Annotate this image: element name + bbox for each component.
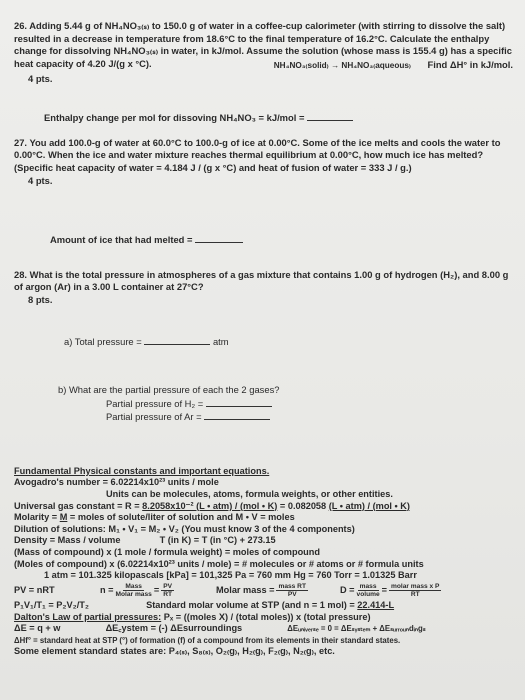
question-28-part-a (64, 335, 513, 349)
dalton-rest: Pₓ = ((moles X) / (total moles)) x (total pressure) (161, 611, 371, 622)
combined-gas-line (14, 600, 513, 612)
question-26-equation: NH₄NO₃₍solid₎ → NH₄NO₃₍aqueous₎ (273, 60, 411, 70)
density-fraction-1-num: mass (359, 582, 377, 590)
constants-heading: Fundamental Physical constants and important equations. (14, 465, 270, 476)
molarity-rest: = moles of solute/liter of solution and M • V = moles (67, 512, 295, 523)
question-26-text: 26. Adding 5.44 g of NH₄NO₃₍ₛ₎ to 150.0 g of water in a coffee-cup calorimeter (with stirring to dissolve the salt) resulted in a decrease in temperature from 18.6°C to the final temperature of 16.2°C. Calculate the enthalpy change for dissolving NH₄NO₃₍ₛ₎ in water, in kJ/mol. Assume the solution (whose mass is 155.4 g) has a specific heat capacity of 4.20 J/(g x °C). (14, 20, 512, 69)
stp-value: 22.414-L (357, 600, 395, 610)
question-27-answer-line (50, 233, 513, 247)
question-26-answer-label: Enthalpy change per mol for dissoving NH₄NO₃ = kJ/mol = (44, 112, 305, 124)
question-26-points: 4 pts. (28, 72, 53, 84)
delta-e-universe: ΔEᵤₙᵢᵥₑᵣₛₑ = 0 = ΔEₛᵧₛₜₑₘ + ΔEₛᵤᵣᵣₒᵤₙdᵢₙgₛ (287, 624, 426, 634)
question-27-answer-blank[interactable] (195, 233, 243, 243)
n-fraction-1-num: Mass (125, 582, 142, 590)
question-28-points: 8 pts. (28, 293, 53, 305)
combined-gas-law: P₁V₁/T₁ = P₂V₂/T₂ (14, 600, 89, 610)
n-fraction-1-den: Molar mass (115, 591, 152, 599)
gas-constant-value-2: (L • atm) / (mol • K) (328, 500, 410, 511)
question-26-answer-blank[interactable] (307, 111, 353, 121)
part-b-h2-line (58, 397, 513, 411)
density-fraction-2 (389, 583, 441, 599)
question-28-text: 28. What is the total pressure in atmospheres of a gas mixture that contains 1.00 g of hydrogen (H₂), and 8.00 g of argon (Ar) in a 3.00 L container at 27°C? (14, 268, 509, 293)
gas-constant-value-1: 8.2058x10⁻² (L • atm) / (mol • K) (142, 500, 278, 511)
part-a-label: a) Total pressure = (64, 335, 142, 347)
question-26-answer-line (44, 111, 513, 125)
question-27-answer-label: Amount of ice that had melted = (50, 234, 193, 246)
molarity-symbol: M (59, 512, 68, 523)
molar-mass-fraction (276, 583, 308, 599)
gas-constant-line (14, 501, 513, 513)
dalton-label: Dalton's Law of partial pressures: (14, 611, 162, 622)
n-fraction-2-den: RT (163, 591, 172, 599)
question-27 (14, 137, 513, 187)
question-26 (14, 20, 513, 85)
mass-compound-line: (Mass of compound) x (1 mole / formula weight) = moles of compound (14, 547, 321, 558)
part-b-question: b) What are the partial pressure of each the 2 gases? (58, 384, 280, 396)
stp-prefix: Standard molar volume at STP (and n = 1 mol) = (146, 600, 358, 610)
part-a-unit: atm (212, 335, 229, 347)
n-fraction-2-num: PV (163, 582, 172, 590)
n-prefix: n = (100, 585, 114, 596)
part-b-ar-label: Partial pressure of Ar = (106, 411, 202, 423)
molarity-line (14, 512, 513, 524)
question-26-find: Find ΔH° in kJ/mol. (427, 58, 513, 70)
dalton-line (14, 612, 513, 624)
moles-compound-line: (Moles of compound) x (6.02214x10²³ units / mole) = # molecules or # atoms or # formula units (14, 558, 424, 569)
density-fraction-2-den: RT (410, 591, 420, 599)
density-fraction-1-den: volume (356, 591, 380, 599)
avogadro-line: Avogadro's number = 6.02214x10²³ units / mole (14, 477, 219, 488)
question-28-part-b (58, 384, 513, 424)
molar-mass-prefix: Molar mass = (216, 585, 275, 596)
n-fraction-1 (116, 583, 152, 599)
ideal-gas-law: PV = nRT (14, 585, 55, 596)
question-27-text: 27. You add 100.0-g of water at 60.0°C to 100.0-g of ice at 0.00°C. Some of the ice melts and cools the water to 0.00°C. When the ice and water mixture reaches thermal equilibrium at 0.00°C, how much ice has melted? (Specific heat capacity of water = 4.184 J / (g x °C) and heat of fusion of water = 333 J / g.) (14, 136, 501, 173)
delta-e-system: ΔE꜀ystem = (-) ΔEsurroundings (105, 623, 243, 634)
dhf-line: ΔHf° = standard heat at STP (°) of formation (f) of a compound from its elements in their standard states. (14, 635, 401, 645)
standard-states-line: Some element standard states are: P₄₍ₛ₎, S₈₍ₛ₎, O₂₍g₎, H₂₍g₎, F₂₍g₎, N₂₍g₎, etc. (14, 646, 335, 657)
molar-mass-num: mass RT (278, 582, 306, 590)
part-b-h2-blank[interactable] (206, 397, 272, 407)
equation-row: PV = nRT n = $\frac{\text{Mass}}{\text{Molar mass}}$ = $\frac{PV}{RT}$ Molar mass = $\frac{\text{mass RT}}{PV}$ D = $\frac{\text{mass}}{\text{volume}}$ = $\frac{\text{molar mass x P}}{RT}$ (14, 582, 440, 599)
part-b-ar-line (58, 410, 513, 424)
gas-constant-mid: = 0.082058 (277, 500, 329, 511)
part-b-h2-label: Partial pressure of H₂ = (106, 397, 204, 409)
delta-e-equation: ΔE = q + w (14, 623, 61, 634)
density-temp-line (14, 535, 513, 547)
density-text: Density = Mass / volume (14, 535, 121, 546)
molar-mass-den: PV (287, 591, 297, 599)
part-b-ar-blank[interactable] (204, 410, 270, 420)
energy-line (14, 623, 513, 635)
atm-line: 1 atm = 101.325 kilopascals [kPa] = 101,325 Pa = 760 mm Hg = 760 Torr = 1.01325 Barr (44, 570, 417, 581)
density-fraction-2-num: molar mass x P (391, 582, 440, 590)
temperature-text: T (in K) = T (in °C) + 273.15 (159, 535, 276, 546)
units-line: Units can be molecules, atoms, formula weights, or other entities. (106, 489, 393, 500)
density-prefix: D = (339, 585, 355, 596)
n-fraction-2 (161, 583, 174, 599)
dilution-line: Dilution of solutions: M₁ • V₁ = M₂ • V₂ (You must know 3 of the 4 components) (14, 523, 355, 534)
question-27-points: 4 pts. (28, 174, 53, 186)
gas-constant-prefix: Universal gas constant = R = (14, 500, 143, 511)
constants-section (14, 466, 513, 658)
molarity-prefix: Molarity = (14, 512, 60, 523)
part-a-blank[interactable] (144, 335, 210, 345)
density-fraction-1 (357, 583, 380, 599)
question-28 (14, 269, 513, 307)
